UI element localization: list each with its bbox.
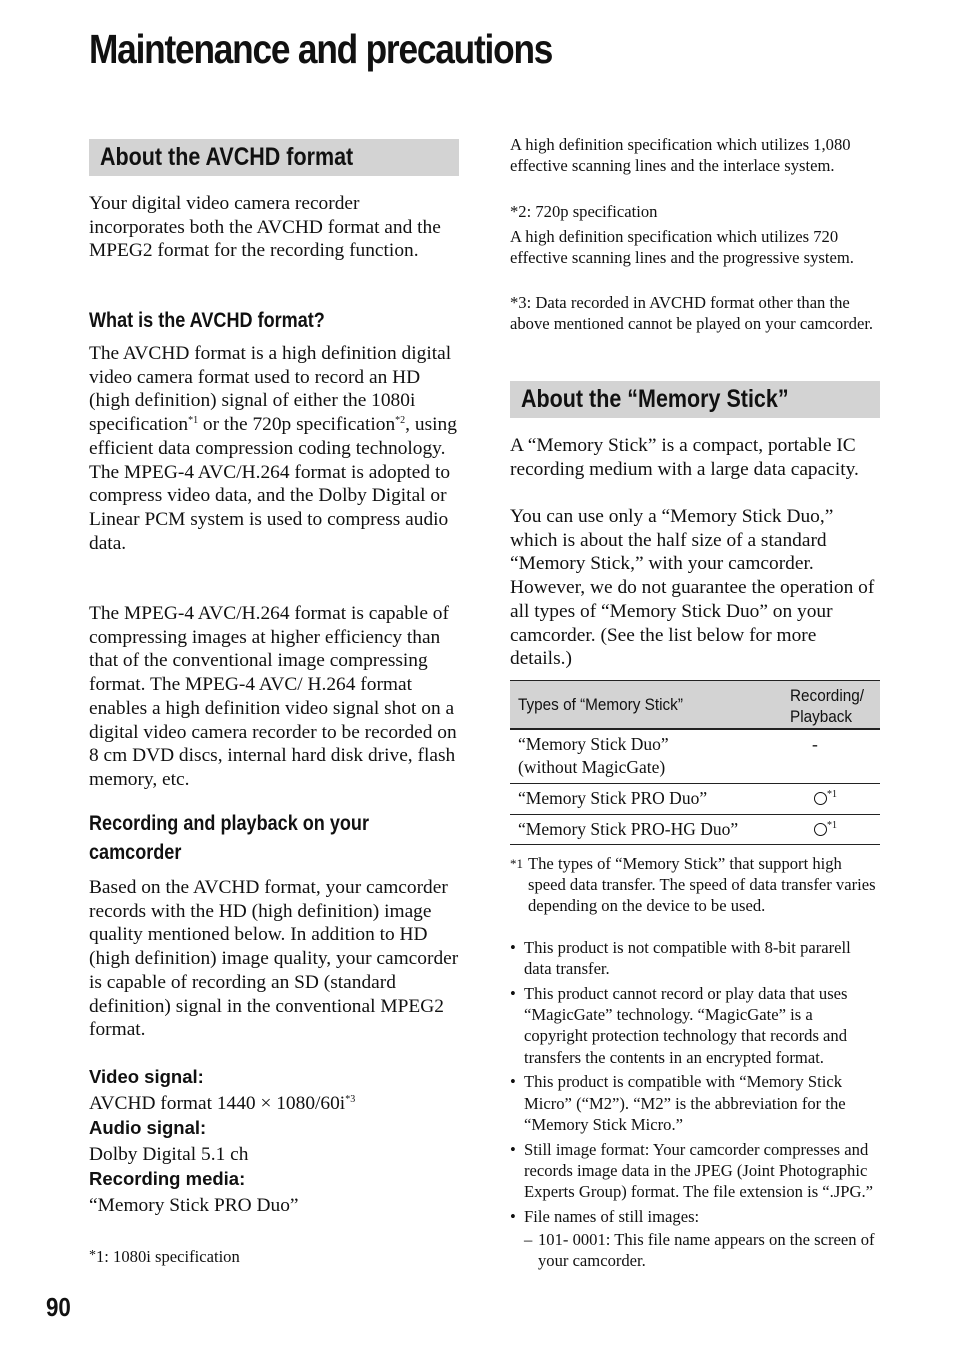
list-item-text: This product is not compatible with 8-bit pararell data transfer.: [524, 938, 851, 979]
recording-media-label: Recording media:: [89, 1168, 246, 1189]
table-cell-type: “Memory Stick PRO-HG Duo”: [518, 819, 739, 839]
footnote-ref-2: *2: [395, 415, 406, 427]
footnote-ref-1: *1: [188, 415, 199, 427]
page-title: Maintenance and precautions: [89, 26, 553, 72]
memory-stick-intro: A “Memory Stick” is a compact, portable IC recording medium with a large data capacity.: [510, 435, 859, 480]
subheading-what-is-avchd: What is the AVCHD format?: [89, 309, 325, 332]
list-item: • Still image format: Your camcorder compresses and records image data in the JPEG (Joint Photographic Experts Group) format. The file extension is “.JPG.”: [510, 1139, 874, 1202]
table-row: [510, 784, 880, 815]
table-header: [510, 680, 880, 730]
table-cell-type: “Memory Stick Duo”: [518, 734, 669, 754]
table-cell-support: -: [812, 734, 818, 754]
table-cell-support: [814, 787, 837, 810]
video-signal-value: [89, 1092, 355, 1115]
video-signal-label: Video signal:: [89, 1066, 204, 1087]
table-cell-support: [814, 818, 837, 841]
list-subitem: – 101- 0001: This file name appears on the screen of your camcorder.: [524, 1230, 875, 1271]
list-item: • This product is compatible with “Memory Stick Micro” (“M2”). “M2” is the abbreviation for the “Memory Stick Micro.”: [510, 1072, 846, 1134]
avchd-description-part-b: or the 720p specification: [198, 414, 396, 436]
footnote-1-title: [89, 1245, 459, 1267]
section-heading-avchd: [89, 139, 459, 176]
section-heading-avchd-text: About the AVCHD format: [100, 143, 354, 171]
video-signal-text: AVCHD format 1440 × 1080/60i: [89, 1093, 346, 1114]
subheading-recording-playback: Recording and playback on your camcorder: [89, 812, 369, 864]
list-item-text: This product cannot record or play data that uses “MagicGate” technology. “MagicGate” is a copyright protection technology that records and transfers the contents in an encrypted format.: [524, 984, 848, 1067]
footnote-2-title: *2: 720p specification: [510, 202, 658, 221]
table-row: [510, 815, 880, 845]
table-footnote-text: The types of “Memory Stick” that support high speed data transfer. The speed of data transfer varies depending on the device to be used.: [528, 854, 876, 916]
table-cell-type-note: (without MagicGate): [518, 757, 666, 777]
avchd-intro: Your digital video camera recorder incorporates both the AVCHD format and the MPEG2 format for the recording function.: [89, 193, 441, 262]
footnote-1-text: 1: 1080i specification: [96, 1247, 240, 1266]
memory-stick-compatibility: You can use only a “Memory Stick Duo,” which is about the half size of a standard “Memory Stick,” with your camcorder. However, we do not guarantee the operation of all types of “Memory Stick Duo” on your camcorder. (See the list below for more details.): [510, 506, 875, 670]
avchd-description-part-c: , using efficient data compression coding technology. The MPEG-4 AVC/H.264 format is adopted to compress video data, and the Dolby Digital or Linear PCM system is used to compress audio data.: [89, 414, 457, 554]
list-item: • File names of still images:: [510, 1206, 700, 1226]
table-cell-note: *1: [827, 789, 837, 800]
table-footnote-mark: *1: [510, 856, 523, 871]
memory-stick-notes: [510, 937, 880, 1275]
list-item-text: This product is compatible with “Memory Stick Micro” (“M2”). “M2” is the abbreviation for the “Memory Stick Micro.”: [524, 1072, 846, 1134]
footnote-1-body: A high definition specification which utilizes 1,080 effective scanning lines and the interlace system.: [510, 135, 851, 176]
mpeg4-description: The MPEG-4 AVC/H.264 format is capable of compressing images at higher efficiency than that of the conventional image compressing format. The MPEG-4 AVC/ H.264 format enables a high definition video signal shot on a digital video camera recorder to be recorded on 8 cm DVD discs, internal hard disk drive, flash memory, etc.: [89, 603, 457, 790]
list-item-text: Still image format: Your camcorder compresses and records image data in the JPEG (Joint Photographic Experts Group) format. The file extension is “.JPG.”: [524, 1139, 874, 1202]
recording-description: Based on the AVCHD format, your camcorder records with the HD (high definition) image quality mentioned below. In addition to HD (high definition) image quality, your camcorder is capable of recording an SD (standard definition) signal in the conventional MPEG2 format.: [89, 877, 459, 1041]
list-item: • This product is not compatible with 8-bit pararell data transfer.: [510, 938, 851, 979]
footnote-3: *3: Data recorded in AVCHD format other than the above mentioned cannot be played on your camcorder.: [510, 293, 874, 334]
footnote-1-star: *: [89, 1248, 96, 1263]
section-heading-memory-stick-text: About the “Memory Stick”: [521, 385, 789, 413]
table-row: [510, 730, 880, 784]
supported-circle-icon: [814, 823, 827, 836]
table-cell-note: *1: [827, 820, 837, 831]
audio-signal-label: Audio signal:: [89, 1117, 207, 1138]
section-heading-memory-stick: [510, 381, 880, 418]
list-item: • This product cannot record or play data that uses “MagicGate” technology. “MagicGate” is a copyright protection technology that records and transfers the contents in an encrypted format.: [510, 984, 848, 1067]
list-subitem-text: 101- 0001: This file name appears on the screen of your camcorder.: [538, 1230, 875, 1271]
table-header-type: Types of “Memory Stick”: [518, 695, 683, 714]
table-header-recording-line1: Recording/: [790, 686, 864, 705]
avchd-description: [89, 342, 459, 555]
list-item-text: File names of still images:: [524, 1206, 700, 1226]
table-header-recording-line2: Playback: [790, 707, 853, 726]
avchd-description-part-a: The AVCHD format is a high definition digital video camera format used to record an HD (high definition) signal of either the 1080i specification: [89, 343, 452, 436]
footnote-2-body: A high definition specification which utilizes 720 effective scanning lines and the progressive system.: [510, 227, 854, 268]
recording-media-value: “Memory Stick PRO Duo”: [89, 1195, 299, 1216]
table-cell-type: “Memory Stick PRO Duo”: [518, 788, 708, 808]
table-footnote: [510, 853, 880, 917]
footnote-ref-3: *3: [345, 1094, 356, 1105]
page-number: 90: [46, 1292, 71, 1322]
audio-signal-value: Dolby Digital 5.1 ch: [89, 1144, 249, 1165]
supported-circle-icon: [814, 792, 827, 805]
